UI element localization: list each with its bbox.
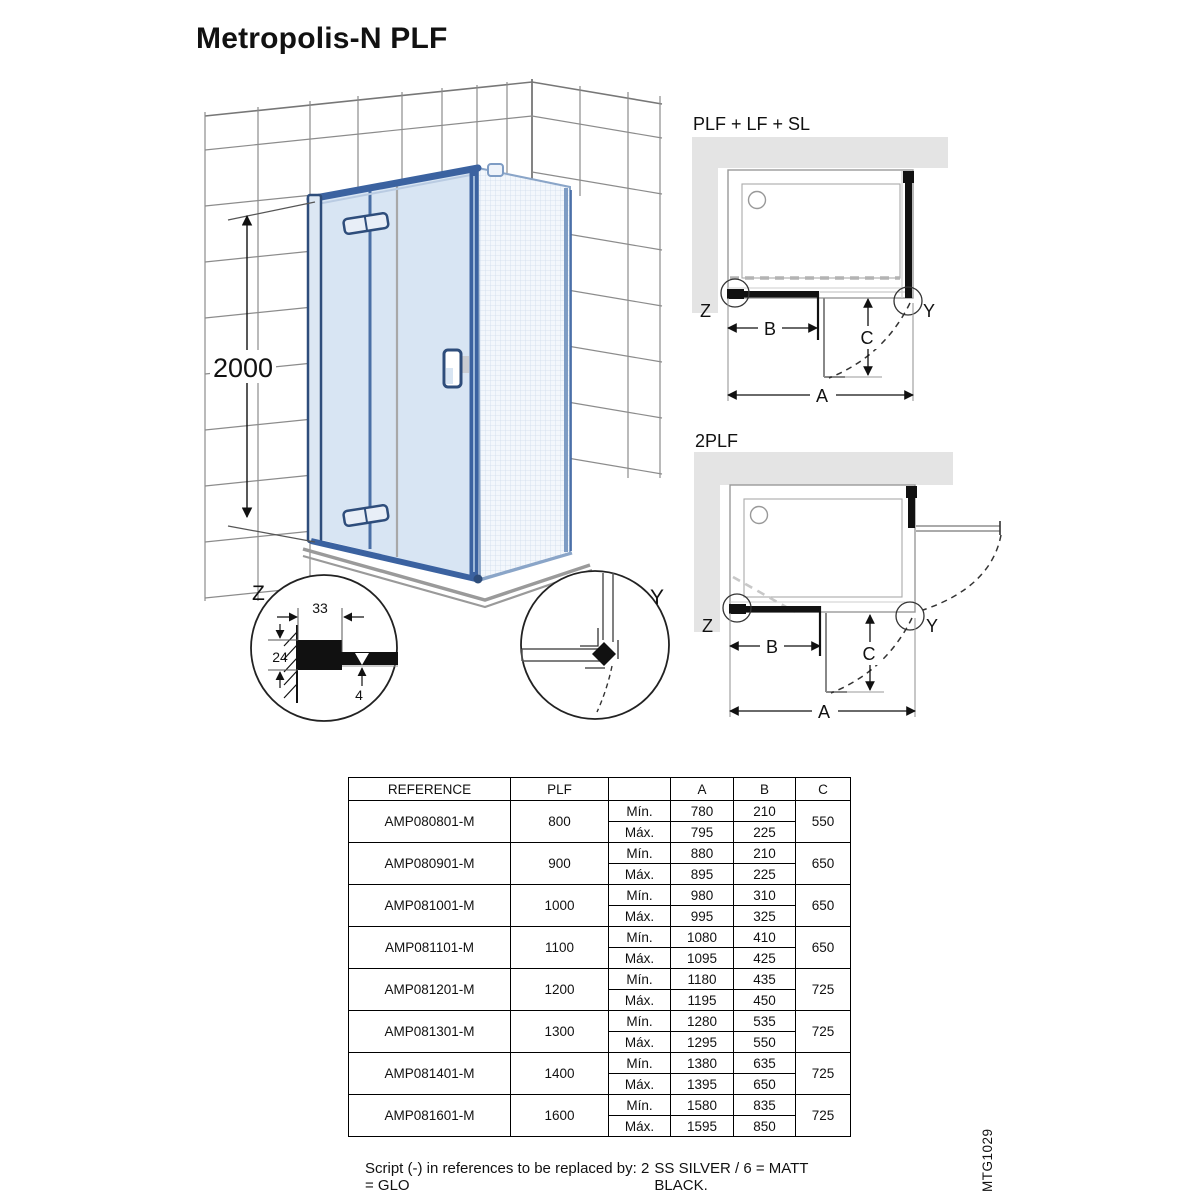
detail-y — [521, 571, 669, 719]
wall-profile-plan — [727, 289, 744, 299]
cell-reference: AMP080801-M — [349, 801, 511, 843]
cell-b-max: 225 — [734, 822, 796, 843]
cell-reference: AMP081101-M — [349, 927, 511, 969]
table-header-row — [349, 778, 851, 801]
cell-c: 725 — [796, 1095, 851, 1137]
cell-reference: AMP080901-M — [349, 843, 511, 885]
cell-plf: 1600 — [511, 1095, 609, 1137]
table-row-min-3 — [349, 927, 851, 948]
plan-view-bottom — [694, 431, 1001, 722]
cell-a-max: 1295 — [671, 1032, 734, 1053]
cell-c: 725 — [796, 1053, 851, 1095]
cell-a-min: 1580 — [671, 1095, 734, 1116]
wall-profile-left — [308, 195, 321, 542]
fixed-panel-plan — [744, 291, 818, 298]
cell-plf: 1000 — [511, 885, 609, 927]
cell-max-label: Máx. — [609, 990, 671, 1011]
plan-bottom-label-c: C — [862, 644, 876, 664]
footer-note — [365, 1160, 838, 1194]
table-row-min-5 — [349, 1011, 851, 1032]
plan-top-title: PLF + LF + SL — [693, 114, 811, 134]
plan-bottom-title: 2PLF — [695, 431, 739, 451]
cell-max-label: Máx. — [609, 864, 671, 885]
cell-b-min: 210 — [734, 843, 796, 864]
cell-a-max: 795 — [671, 822, 734, 843]
detail-z-dim-24: 24 — [272, 649, 288, 665]
cell-b-min: 535 — [734, 1011, 796, 1032]
cell-c: 650 — [796, 885, 851, 927]
detail-z-label: Z — [252, 582, 265, 605]
cell-min-label: Mín. — [609, 1011, 671, 1032]
detail-z-dim-4: 4 — [355, 687, 363, 703]
plan-top-label-y: Y — [923, 301, 936, 321]
cell-b-max: 850 — [734, 1116, 796, 1137]
cell-c: 650 — [796, 843, 851, 885]
cell-min-label: Mín. — [609, 885, 671, 906]
table-row-min-0 — [349, 801, 851, 822]
doc-code: MTG1029 — [980, 1128, 995, 1192]
cell-plf: 800 — [511, 801, 609, 843]
cell-plf: 1200 — [511, 969, 609, 1011]
side-panel-plan — [905, 171, 912, 298]
plan-bottom-label-a: A — [817, 702, 831, 722]
header-c: C — [796, 778, 851, 801]
cell-min-label: Mín. — [609, 1053, 671, 1074]
cell-a-min: 980 — [671, 885, 734, 906]
cell-plf: 900 — [511, 843, 609, 885]
detail-y-label: Y — [650, 586, 665, 609]
detail-z — [251, 575, 398, 721]
spec-table — [348, 777, 851, 1137]
cell-b-max: 225 — [734, 864, 796, 885]
plan-top-label-z: Z — [700, 301, 711, 321]
cell-b-min: 635 — [734, 1053, 796, 1074]
detail-z-glass — [342, 652, 398, 665]
cell-a-max: 1595 — [671, 1116, 734, 1137]
detail-z-profile — [298, 640, 342, 670]
cell-plf: 1300 — [511, 1011, 609, 1053]
height-dim-label: 2000 — [212, 353, 274, 383]
cell-max-label: Máx. — [609, 822, 671, 843]
cell-c: 725 — [796, 969, 851, 1011]
shower-enclosure — [303, 164, 592, 607]
cell-min-label: Mín. — [609, 801, 671, 822]
header-reference: REFERENCE — [349, 778, 511, 801]
cell-a-max: 1395 — [671, 1074, 734, 1095]
table-row-min-2 — [349, 885, 851, 906]
table-row-min-6 — [349, 1053, 851, 1074]
cell-a-max: 1195 — [671, 990, 734, 1011]
cell-min-label: Mín. — [609, 969, 671, 990]
cell-a-max: 895 — [671, 864, 734, 885]
cell-reference: AMP081001-M — [349, 885, 511, 927]
plan-top-label-c: C — [860, 328, 874, 348]
footer-note-left: Script (-) in references to be replaced by: 2 = GLO — [365, 1160, 650, 1194]
cell-plf: 1400 — [511, 1053, 609, 1095]
plan-bottom-label-z: Z — [702, 616, 713, 636]
table-row-min-1 — [349, 843, 851, 864]
cell-b-min: 410 — [734, 927, 796, 948]
cell-a-min: 780 — [671, 801, 734, 822]
cell-c: 550 — [796, 801, 851, 843]
cell-reference: AMP081201-M — [349, 969, 511, 1011]
corner-foot — [474, 575, 483, 584]
side-glass-panel — [478, 168, 570, 579]
header-blank — [609, 778, 671, 801]
header-a: A — [671, 778, 734, 801]
cell-c: 650 — [796, 927, 851, 969]
cell-b-max: 325 — [734, 906, 796, 927]
cell-a-min: 1280 — [671, 1011, 734, 1032]
cell-a-min: 880 — [671, 843, 734, 864]
plan-view-top — [692, 114, 948, 406]
door-handle-notch — [446, 368, 453, 384]
cell-b-max: 650 — [734, 1074, 796, 1095]
header-b: B — [734, 778, 796, 801]
header-plf: PLF — [511, 778, 609, 801]
cell-a-min: 1180 — [671, 969, 734, 990]
cell-a-max: 1095 — [671, 948, 734, 969]
detail-z-dim-33: 33 — [312, 600, 328, 616]
plan-bottom-label-y: Y — [926, 616, 939, 636]
cell-b-max: 425 — [734, 948, 796, 969]
cell-reference: AMP081301-M — [349, 1011, 511, 1053]
cell-b-min: 435 — [734, 969, 796, 990]
cell-c: 725 — [796, 1011, 851, 1053]
cell-reference: AMP081601-M — [349, 1095, 511, 1137]
cell-min-label: Mín. — [609, 927, 671, 948]
page-title: Metropolis-N PLF — [196, 22, 448, 55]
cell-b-min: 210 — [734, 801, 796, 822]
cell-b-max: 450 — [734, 990, 796, 1011]
cell-b-max: 550 — [734, 1032, 796, 1053]
cell-plf: 1100 — [511, 927, 609, 969]
footer-note-right: SS SILVER / 6 = MATT BLACK. — [654, 1160, 809, 1194]
cell-max-label: Máx. — [609, 906, 671, 927]
side-panel-plan-2 — [908, 498, 915, 528]
cell-max-label: Máx. — [609, 1116, 671, 1137]
cell-min-label: Mín. — [609, 1095, 671, 1116]
cell-max-label: Máx. — [609, 1074, 671, 1095]
plan-bottom-label-b: B — [765, 637, 779, 657]
cell-b-min: 310 — [734, 885, 796, 906]
cell-reference: AMP081401-M — [349, 1053, 511, 1095]
cell-max-label: Máx. — [609, 1032, 671, 1053]
cell-max-label: Máx. — [609, 948, 671, 969]
cell-a-min: 1080 — [671, 927, 734, 948]
top-wall-bracket — [488, 164, 503, 176]
table-row-min-4 — [349, 969, 851, 990]
plan-top-label-b: B — [763, 319, 777, 339]
fixed-panel-plan-2 — [746, 606, 820, 613]
table-row-min-7 — [349, 1095, 851, 1116]
wall-profile-plan-2 — [729, 604, 746, 614]
cell-a-min: 1380 — [671, 1053, 734, 1074]
cell-a-max: 995 — [671, 906, 734, 927]
cell-min-label: Mín. — [609, 843, 671, 864]
plan-top-label-a: A — [815, 386, 829, 406]
right-door-swing-arc — [923, 535, 1001, 610]
cell-b-min: 835 — [734, 1095, 796, 1116]
